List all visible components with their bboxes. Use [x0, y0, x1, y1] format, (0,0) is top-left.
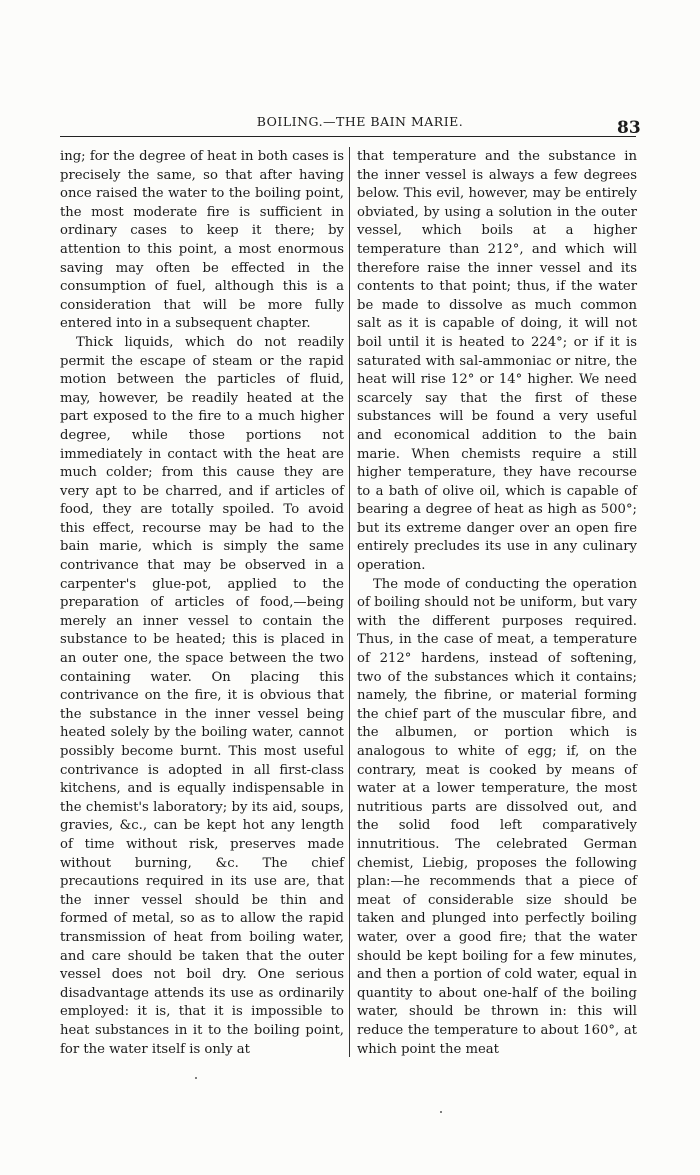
header-rule	[60, 136, 636, 137]
left-column	[60, 148, 344, 1059]
left-paragraph-continued: ing; for the degree of heat in both cases is precisely the same, so that after having once raised the water to the boiling point, the most moderate fire is sufficient in ordinary cases to keep it there; by attention to this point, a most enormous saving may often be effected in the consumption of fuel, although this is a consideration that will be more fully entered into in a subsequent chapter.	[60, 149, 344, 332]
right-paragraph-continued: that temperature and the substance in the inner vessel is always a few degrees below. This evil, however, may be entirely obviated, by using a solution in the outer vessel, which boils at a higher temperature than 212°, and which will therefore raise the inner vessel and its contents to that point; thus, if the water be made to dissolve as much common salt as it is capable of doing, it will not boil until it is heated to 224°; or if it is saturated with sal-ammoniac or nitre, the heat will rise 12° or 14° higher. We need scarcely say that the first of these substances will be found a very useful and economical addition to the bain marie. When chemists require a still higher temperature, they have recourse to a bath of olive oil, which is capable of bearing a degree of heat as high as 500°; but its extreme danger over an open fire entirely precludes its use in any culinary operation.	[357, 149, 637, 574]
right-paragraph-mode-of-boiling: The mode of conducting the operation of boiling should not be uniform, but vary with the different purposes required. Thus, in the case of meat, a temperature of 212° hardens, instead of softening, two of the substances which it contains; namely, the fibrine, or material forming the chief part of the muscular fibre, and the albumen, or portion which is analogous to white of egg; if, on the contrary, meat is cooked by means of water at a lower temperature, the most nutritious parts are dissolved out, and the solid food left comparatively innutritious. The celebrated German chemist, Liebig, proposes the following plan:—he recommends that a piece of meat of considerable size should be taken and plunged into perfectly boiling water, over a good fire; that the water should be kept boiling for a few minutes, and then a portion of cold water, equal in quantity to about one-half of the boiling water, should be thrown in: this will reduce the temperature to about 160°, at which point the meat	[357, 576, 637, 1057]
page-number: 83	[617, 118, 641, 138]
print-speck	[195, 1077, 197, 1079]
column-divider	[349, 147, 350, 1057]
right-column	[357, 148, 637, 1059]
left-paragraph-thick-liquids: Thick liquids, which do not readily permit the escape of steam or the rapid motion between the particles of fluid, may, however, be readily heated at the part exposed to the fire to a much higher degree, while those portions not immediately in contact with the heat are much colder; from this cause they are very apt to be charred, and if articles of food, they are totally spoiled. To avoid this effect, recourse may be had to the bain marie, which is simply the same contrivance that may be observed in a carpenter's glue-pot, applied to the preparation of articles of food,—being merely an inner vessel to contain the substance to be heated; this is placed in an outer one, the space between the two containing water. On placing this contrivance on the fire, it is obvious that the substance in the inner vessel being heated solely by the boiling water, cannot possibly become burnt. This most useful contrivance is adopted in all first-class kitchens, and is equally indispensable in the chemist's laboratory; by its aid, soups, gravies, &c., can be kept hot any length of time without risk, preserves made without burning, &c. The chief precautions required in its use are, that the inner vessel should be thin and formed of metal, so as to allow the rapid transmission of heat from boiling water, and care should be taken that the outer vessel does not boil dry. One serious disadvantage attends its use as ordinarily employed: it is, that it is impossible to heat substances in it to the boiling point, for the water itself is only at	[60, 334, 344, 1057]
print-speck	[440, 1111, 442, 1113]
running-title: BOILING.—THE BAIN MARIE.	[256, 114, 464, 129]
